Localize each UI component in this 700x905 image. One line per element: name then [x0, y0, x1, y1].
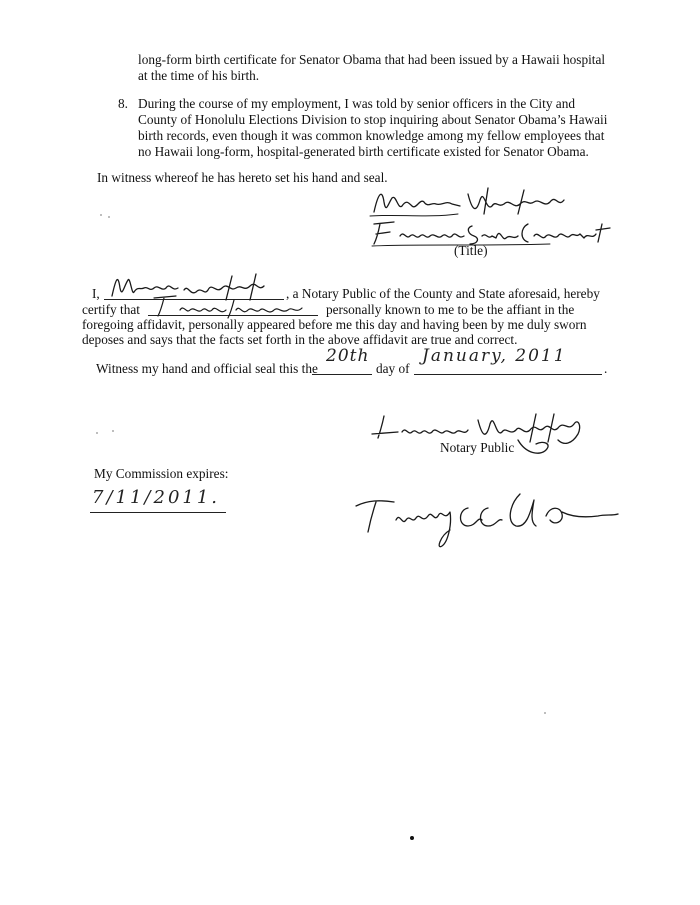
paragraph-8-line-3: birth records, even though it was common knowledge among my fellow employees that — [138, 128, 605, 143]
notary-cert-line-2: personally known to me to be the affiant in the — [326, 302, 575, 317]
paragraph-7-line-2: at the time of his birth. — [138, 68, 260, 83]
signature-top — [368, 184, 584, 222]
paragraph-8-line-2: County of Honolulu Elections Division to stop inquiring about Senator Obama’s Hawaii — [138, 112, 608, 127]
witness-seal-prefix: Witness my hand and official seal this the — [96, 361, 318, 376]
scan-speck — [544, 712, 546, 714]
scan-speck — [108, 216, 110, 218]
title-handwritten — [370, 218, 616, 248]
paragraph-8-number: 8. — [118, 96, 128, 111]
notary-cert-prefix: I, — [92, 286, 100, 301]
paragraph-7-line-1: long-form birth certificate for Senator Obama that had been issued by a Hawaii hospital — [138, 52, 606, 67]
witness-statement: In witness whereof he has hereto set his hand and seal. — [97, 170, 388, 185]
handwritten-date: January, 2011 — [422, 346, 567, 366]
notary-cert-line-1: , a Notary Public of the County and State aforesaid, hereby — [286, 286, 600, 301]
notary-cert-certify: certify that — [82, 302, 140, 317]
commission-date-underline — [90, 498, 226, 513]
affiant-signature — [350, 486, 622, 556]
scan-speck — [100, 214, 102, 216]
notary-public-label: Notary Public — [440, 440, 515, 455]
commission-handwritten-date: 7/11/2011. — [92, 487, 221, 508]
handwritten-day: 20th — [326, 346, 370, 366]
scan-speck — [96, 432, 98, 434]
notary-cert-line-4: deposes and says that the facts set forth in the above affidavit are true and correct. — [82, 332, 518, 347]
affiant-name-handwritten — [150, 292, 316, 320]
scan-dot — [410, 836, 414, 840]
commission-label: My Commission expires: — [94, 466, 229, 481]
title-label: (Title) — [454, 243, 488, 258]
paragraph-8-line-4: no Hawaii long-form, hospital-generated birth certificate existed for Senator Obama. — [138, 144, 589, 159]
witness-seal-day-label: day of — [376, 361, 410, 376]
scan-speck — [112, 430, 114, 432]
notary-cert-line-3: foregoing affidavit, personally appeared before me this day and having been by me duly sworn — [82, 317, 587, 332]
paragraph-8-line-1: During the course of my employment, I was told by senior officers in the City and — [138, 96, 575, 111]
witness-seal-end: . — [604, 361, 608, 376]
